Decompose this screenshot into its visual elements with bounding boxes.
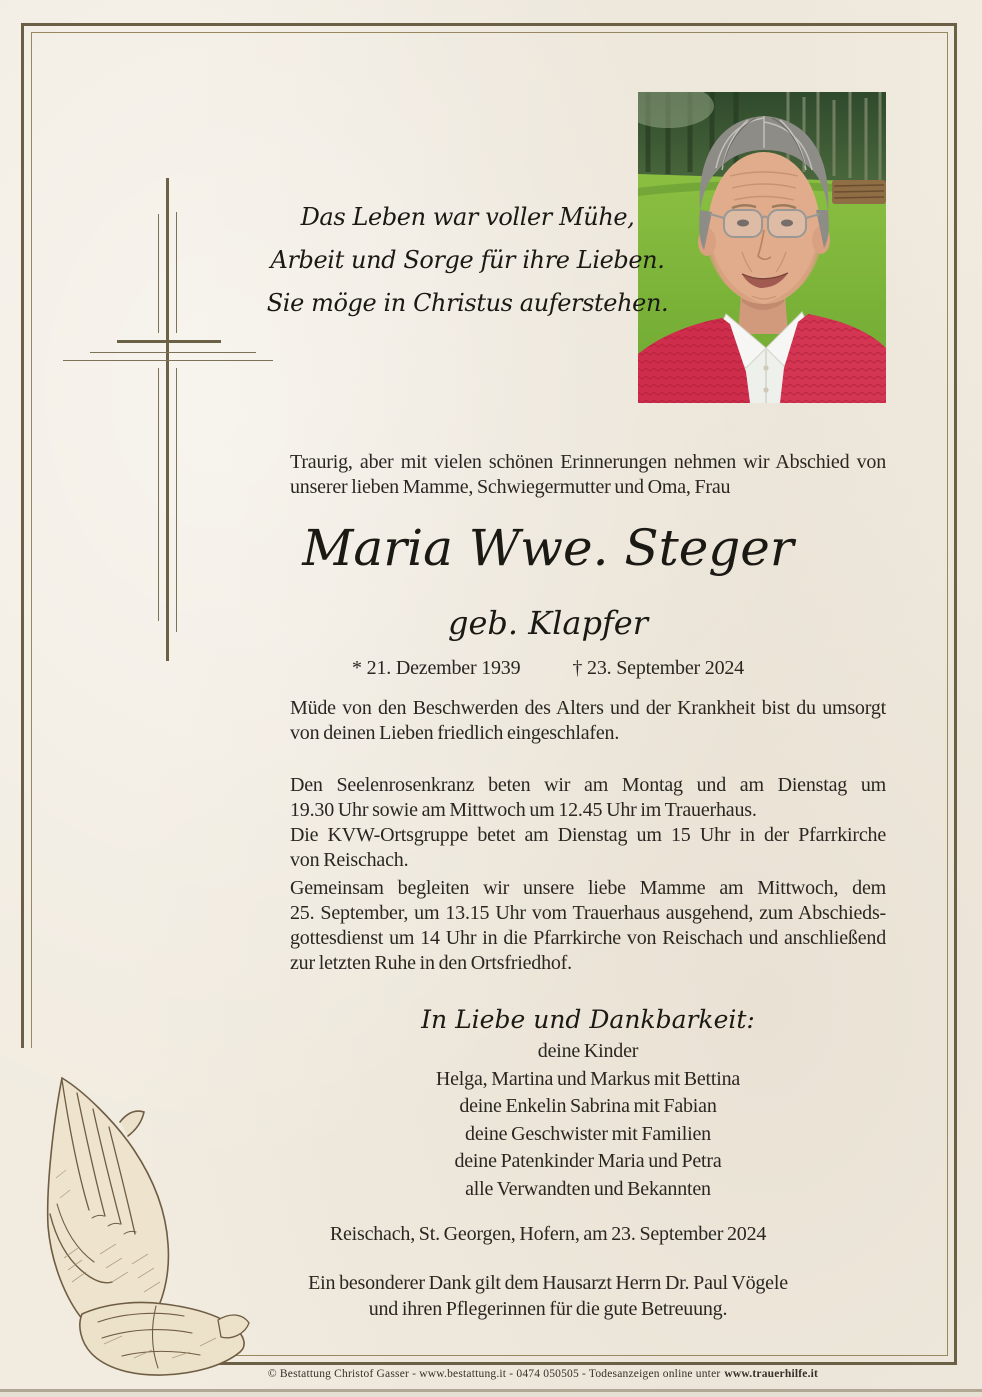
frame-inner-left: [31, 32, 32, 1048]
praying-hands-icon: [4, 1058, 250, 1386]
footer-publisher-text: © Bestattung Christof Gasser - www.bestattung.it - 0474 050505 - Todesanzeigen online unter: [267, 1368, 721, 1380]
cross-line: [90, 352, 256, 353]
intro-paragraph: [290, 450, 886, 500]
frame-inner-bottom: [205, 1355, 948, 1356]
birth-date: [352, 655, 520, 681]
text-line: Müde von den Beschwerden des Alters und der Krankheit bist du umsorgt: [290, 697, 886, 719]
death-symbol: †: [572, 657, 583, 679]
cross-line: [176, 368, 177, 632]
text-line: unserer lieben Mamme, Schwiegermutter und Oma, Frau: [290, 476, 731, 498]
page-edge: [0, 1392, 982, 1397]
cross-line: [63, 360, 273, 361]
paragraph: [290, 696, 886, 746]
cross-line: [117, 340, 221, 343]
text-line: Die KVW-Ortsgruppe betet am Dienstag um 15 Uhr in der Pfarrkirche: [290, 824, 886, 846]
text-line: Ein besonderer Dank gilt dem Hausarzt Herrn Dr. Paul Vögele: [308, 1272, 788, 1294]
death-date-text: 23. September 2024: [587, 657, 744, 679]
text-line: Traurig, aber mit vielen schönen Erinnerungen nehmen wir Abschied von: [290, 451, 886, 473]
cross-line: [176, 212, 177, 333]
family-line: deine Enkelin Sabrina mit Fabian: [459, 1095, 717, 1117]
birth-symbol: *: [352, 657, 362, 679]
text-line: Gemeinsam begleiten wir unsere liebe Mamme am Mittwoch, dem: [290, 877, 886, 899]
family-line: Helga, Martina und Markus mit Bettina: [435, 1067, 741, 1090]
life-dates: [210, 655, 886, 681]
maiden-name: geb. Klapfer: [447, 604, 649, 642]
verse-line: Sie möge in Christus auferstehen.: [266, 289, 669, 317]
text-line: 19.30 Uhr sowie am Mittwoch um 12.45 Uhr im Trauerhaus.: [290, 799, 757, 821]
text-line: von deinen Lieben friedlich eingeschlafen.: [290, 722, 620, 744]
family-line: deine Kinder: [537, 1040, 639, 1062]
closing-heading: In Liebe und Dankbarkeit:: [421, 1005, 755, 1034]
frame-outer-top: [21, 23, 957, 26]
verse: [250, 196, 685, 325]
birth-date-text: 21. Dezember 1939: [366, 657, 521, 679]
text-line: 25. September, um 13.15 Uhr vom Trauerhaus ausgehend, zum Abschieds-: [290, 902, 886, 924]
family-line: alle Verwandten und Bekannten: [465, 1177, 711, 1200]
paragraph: [290, 773, 886, 873]
frame-outer-right: [954, 23, 957, 1365]
text-line: und ihren Pflegerinnen für die gute Betreuung.: [368, 1297, 728, 1320]
text-line: zur letzten Ruhe in den Ortsfriedhof.: [290, 952, 572, 974]
verse-line: Arbeit und Sorge für ihre Lieben.: [270, 246, 665, 274]
verse-line: Das Leben war voller Mühe,: [300, 203, 635, 231]
deceased-name: Maria Wwe. Steger: [302, 519, 794, 577]
text-line: gottesdienst um 14 Uhr in die Pfarrkirche von Reischach und anschließend: [290, 927, 886, 949]
family-line: deine Geschwister mit Familien: [465, 1122, 711, 1145]
family-line: deine Patenkinder Maria und Petra: [454, 1150, 722, 1172]
footer-link: www.trauerhilfe.it: [724, 1368, 819, 1380]
paragraph: [290, 876, 886, 976]
text-line: Den Seelenrosenkranz beten wir am Montag und am Dienstag um: [290, 774, 886, 796]
thanks-paragraph: [210, 1271, 886, 1322]
frame-outer-left: [21, 23, 24, 1048]
frame-inner-right: [947, 32, 948, 1356]
text-line: von Reischach.: [290, 849, 409, 871]
frame-inner-top: [31, 32, 948, 33]
cross-line: [158, 368, 159, 621]
frame-outer-bottom: [205, 1362, 957, 1365]
footer: [0, 1366, 982, 1382]
cross-line: [166, 178, 169, 661]
cross-line: [158, 214, 159, 333]
place-date-line: Reischach, St. Georgen, Hofern, am 23. September 2024: [329, 1223, 767, 1245]
death-date: [572, 655, 744, 681]
family-list: [290, 1038, 886, 1203]
